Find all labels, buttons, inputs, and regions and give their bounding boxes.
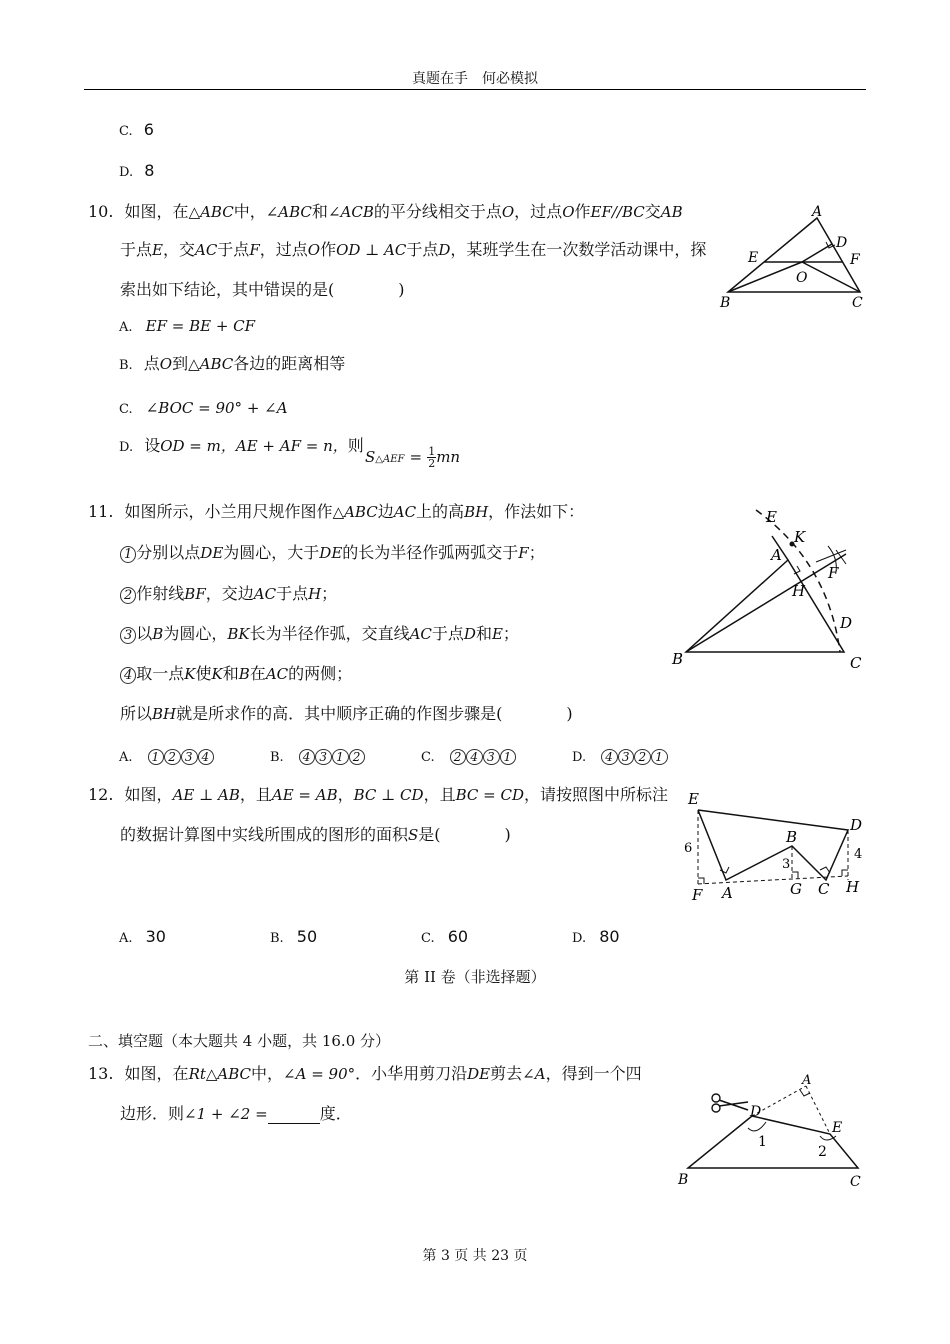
seq-item: 2 [164,749,181,765]
q11-line6 [120,704,573,724]
text: 于点 [276,584,309,603]
math: DE [200,544,224,562]
text: 和 [311,202,328,221]
text: 的数据计算图中实线所围成的图形的面积 [120,825,409,844]
angle-arc-1 [748,1122,766,1131]
q11-step1 [120,543,545,565]
option-label: D. [572,931,587,946]
math: K [184,665,196,683]
length-label-4: 4 [854,847,863,862]
math: F [518,544,529,562]
text: ； [321,584,338,603]
math: S [365,448,376,466]
math: K [211,665,223,683]
text: 分别以点 [136,543,201,562]
point-label-c: C [850,1174,861,1190]
page-footer: 第 3 页 共 23 页 [422,1248,528,1264]
fraction [427,446,436,469]
option-sequence [299,750,366,764]
text: 为圆心，大于 [223,543,320,562]
part2-title: 第 II 卷（非选择题） [404,968,546,986]
option-label: B. [270,931,284,946]
math: Rt△ABC [188,1065,252,1083]
q11-step4 [120,664,352,686]
text: ．小华用剪刀沿 [355,1064,468,1083]
math: O [159,355,173,373]
text: 所以 [120,704,153,723]
point-label-d: D [836,235,848,251]
seq-item: 3 [618,749,635,765]
question-number: 10. [88,202,114,221]
option-value: 60 [447,927,469,946]
math: OD ⊥ AC [336,241,407,259]
text: ； [528,543,545,562]
option-label: A. [119,320,133,335]
area-formula [365,446,460,470]
right-angle-f [698,878,704,884]
q12-option-c[interactable] [421,927,468,947]
text: 如图，在 [124,1064,189,1083]
seq-item: 2 [634,749,651,765]
text: 则 [347,436,364,455]
text: 于点 [120,240,153,259]
math: D [463,625,476,643]
point-label-a: A [812,204,823,220]
option-label: C. [119,124,133,139]
text: ，某班学生在一次数学活动课中，探 [450,240,707,259]
math: BH [464,503,489,521]
math: ∠ABC [265,203,312,221]
math: BH [152,705,177,723]
math: △ABC [332,503,378,521]
q13-figure [678,1072,868,1192]
q10-figure [718,200,868,312]
text: 的两侧； [288,664,353,683]
text: 和 [475,624,492,643]
text: 交 [644,202,661,221]
seq-item: 3 [181,749,198,765]
point-label-d: D [840,614,853,632]
q11-option-b[interactable] [270,746,365,767]
point-label-d: D [750,1104,762,1120]
q10-line1 [88,202,683,222]
circled-number: 3 [120,627,136,644]
point-label-f: F [850,252,860,268]
point-label-b: B [678,1172,689,1188]
point-label-k: K [794,528,806,546]
text: 点 [143,354,160,373]
header-divider [84,89,866,90]
q10-option-d[interactable] [119,436,461,476]
math: DE [319,544,343,562]
text: 到 [172,354,189,373]
math: B [152,625,164,643]
text: 中， [251,1064,284,1083]
seq-item: 1 [148,749,165,765]
math: F [249,241,260,259]
point-label-e: E [832,1120,843,1136]
right-angle-h [842,870,848,876]
question-number: 12. [88,785,114,804]
option-label: C. [119,402,133,417]
q11-option-d[interactable] [572,746,668,767]
circled-number: 4 [120,667,136,684]
math: ∠A = 90° [283,1065,356,1083]
q12-option-b[interactable] [270,927,317,947]
seq-item: 1 [332,749,349,765]
q13-line1 [88,1064,642,1084]
text: 中， [233,202,266,221]
right-angle-g [792,872,798,878]
text: 上的高 [416,502,465,521]
text: 以 [136,624,153,643]
line-od [802,244,832,262]
point-label-e: E [688,790,699,808]
point-label-h: H [792,582,806,600]
math: △ABC [188,203,234,221]
math: ∠A [522,1065,546,1083]
q12-figure [680,788,870,906]
option-label: A. [119,931,133,946]
math: AE = AB [271,786,338,804]
q11-step2 [120,584,337,606]
point-label-b: B [672,650,684,668]
math: O [501,203,515,221]
math: AB [660,203,683,221]
q12-line1 [88,785,668,805]
seq-item: 1 [651,749,668,765]
q10-option-a[interactable] [119,316,255,336]
q11-step3 [120,624,519,646]
math: E [152,241,163,259]
q10-line3: 索出如下结论，其中错误的是( ) [120,280,405,299]
text: 作射线 [136,584,185,603]
math: AC [409,625,432,643]
text: 于点 [431,624,464,643]
option-label: C. [421,750,435,765]
text: 于点 [406,240,439,259]
point-label-b: B [786,828,798,846]
point-label-a: A [722,884,733,902]
text: ，得到一个四 [545,1064,642,1083]
text: 就是所求作的高．其中顺序正确的作图步骤是( ) [176,704,573,723]
option-label: B. [119,358,133,373]
option-value: EF = BE + CF [145,317,256,335]
text: 长为半径作弧，交直线 [249,624,410,643]
right-angle-c [820,867,830,873]
point-label-e: E [766,508,777,526]
text: 边 [377,502,394,521]
option-sequence [450,750,517,764]
text: 作 [574,202,591,221]
math: AE ⊥ AB [172,786,240,804]
point-label-g: G [790,880,802,898]
q12-option-d[interactable] [572,927,620,947]
angle-label-1: 1 [758,1134,767,1150]
math: BC ⊥ CD [353,786,424,804]
page-header-title: 真题在手 何必模拟 [412,71,538,87]
q11-figure [668,502,868,674]
option-sequence [601,750,668,764]
math: S [408,826,419,844]
text: 使 [195,664,212,683]
q11-option-a[interactable] [119,746,214,767]
text: 的平分线相交于点 [373,202,502,221]
answer-blank[interactable] [268,1109,320,1124]
math: AC [265,665,289,683]
text: 和 [222,664,239,683]
seq-item: 4 [601,749,618,765]
text: 度． [319,1104,352,1123]
math: BK [227,625,250,643]
text: ， [337,785,354,804]
math: OD = m，AE + AF = n， [160,437,348,455]
text: ，作法如下： [488,502,585,521]
point-label-b: B [720,295,731,311]
option-label: C. [421,931,435,946]
seq-item: 2 [349,749,366,765]
q10-option-c[interactable] [119,398,288,418]
q13-line2 [120,1104,352,1124]
seq-item: 4 [198,749,215,765]
point-label-c: C [852,295,863,311]
text: 于点 [217,240,250,259]
option-label: B. [270,750,284,765]
angle-label-2: 2 [818,1144,827,1160]
option-value: 30 [145,927,166,946]
solid-outline [698,810,848,880]
section2-heading: 二、填空题（本大题共 4 小题，共 16.0 分） [88,1032,391,1050]
point-label-a: A [802,1073,812,1088]
text: 是( ) [418,825,511,844]
math: EF//BC [590,203,645,221]
question-number: 13. [88,1064,114,1083]
point-label-f: F [828,564,839,582]
option-value: 50 [296,927,318,946]
text: ，交 [162,240,195,259]
option-label: D. [119,165,134,180]
seq-item: 4 [466,749,483,765]
math: △AEF [375,454,405,465]
text: 如图所示，小兰用尺规作图作 [124,502,333,521]
numerator: 1 [428,445,436,458]
option-value: 8 [144,161,155,180]
math: = [409,448,423,466]
text: ，交边 [205,584,254,603]
math: H [308,585,322,603]
bisector-b [728,262,802,292]
seq-item: 3 [315,749,332,765]
q11-line1 [88,502,584,522]
text: 在 [249,664,266,683]
point-label-d: D [850,816,863,834]
text: ，请按照图中所标注 [523,785,668,804]
math: AC [194,241,218,259]
seq-item: 2 [450,749,467,765]
point-label-f: F [692,886,703,904]
math: BF [184,585,206,603]
math: DE [467,1065,491,1083]
ray-bf [686,554,846,652]
point-label-o: O [796,270,808,286]
text: 的长为半径作弧两弧交于 [342,543,519,562]
q12-option-a[interactable] [119,927,166,947]
option-label: D. [119,440,134,455]
math: D [438,241,451,259]
point-label-e: E [748,250,759,266]
right-angle-a [800,1090,810,1096]
q9-option-d[interactable] [119,161,154,181]
text: ，且 [423,785,456,804]
text: 如图， [124,785,173,804]
math: O [307,241,321,259]
circled-number: 2 [120,587,136,604]
q9-option-c[interactable] [119,120,154,140]
length-label-6: 6 [684,841,693,856]
circled-number: 1 [120,546,136,563]
math: E [491,625,503,643]
option-value: 80 [599,927,620,946]
math: AC [393,503,417,521]
question-number: 11. [88,502,114,521]
point-label-h: H [846,878,860,896]
math: O [562,203,575,221]
text: 取一点 [136,664,185,683]
q10-line2 [120,240,706,260]
math: ∠1 + ∠2 = [184,1105,268,1123]
text: 各边的距离相等 [233,354,346,373]
option-label: D. [572,750,587,765]
text: 为圆心， [163,624,228,643]
scissors-icon [712,1094,748,1112]
text: ； [502,624,519,643]
math: AC [253,585,277,603]
math: ∠ACB [327,203,374,221]
q12-line2 [120,825,511,845]
text: 剪去 [490,1064,523,1083]
seq-item: 4 [299,749,316,765]
option-value: 6 [143,120,154,139]
math: BC = CD [455,786,524,804]
text: 如图，在 [124,202,189,221]
math: B [238,665,250,683]
q11-option-c[interactable] [421,746,516,767]
math: mn [436,448,461,466]
text: ，过点 [259,240,308,259]
q10-option-b[interactable] [119,354,345,374]
text: ，过点 [514,202,563,221]
text: 作 [320,240,337,259]
point-label-c: C [850,654,862,672]
option-value: ∠BOC = 90° + ∠A [145,399,288,417]
point-label-c: C [818,880,830,898]
text: 边形．则 [120,1104,185,1123]
point-label-a: A [771,546,782,564]
option-sequence [148,750,215,764]
denominator: 2 [428,457,436,470]
seq-item: 3 [483,749,500,765]
text: 设 [144,436,161,455]
math: △ABC [188,355,234,373]
length-label-3: 3 [782,857,791,872]
text: ，且 [239,785,272,804]
option-label: A. [119,750,133,765]
seq-item: 1 [500,749,517,765]
